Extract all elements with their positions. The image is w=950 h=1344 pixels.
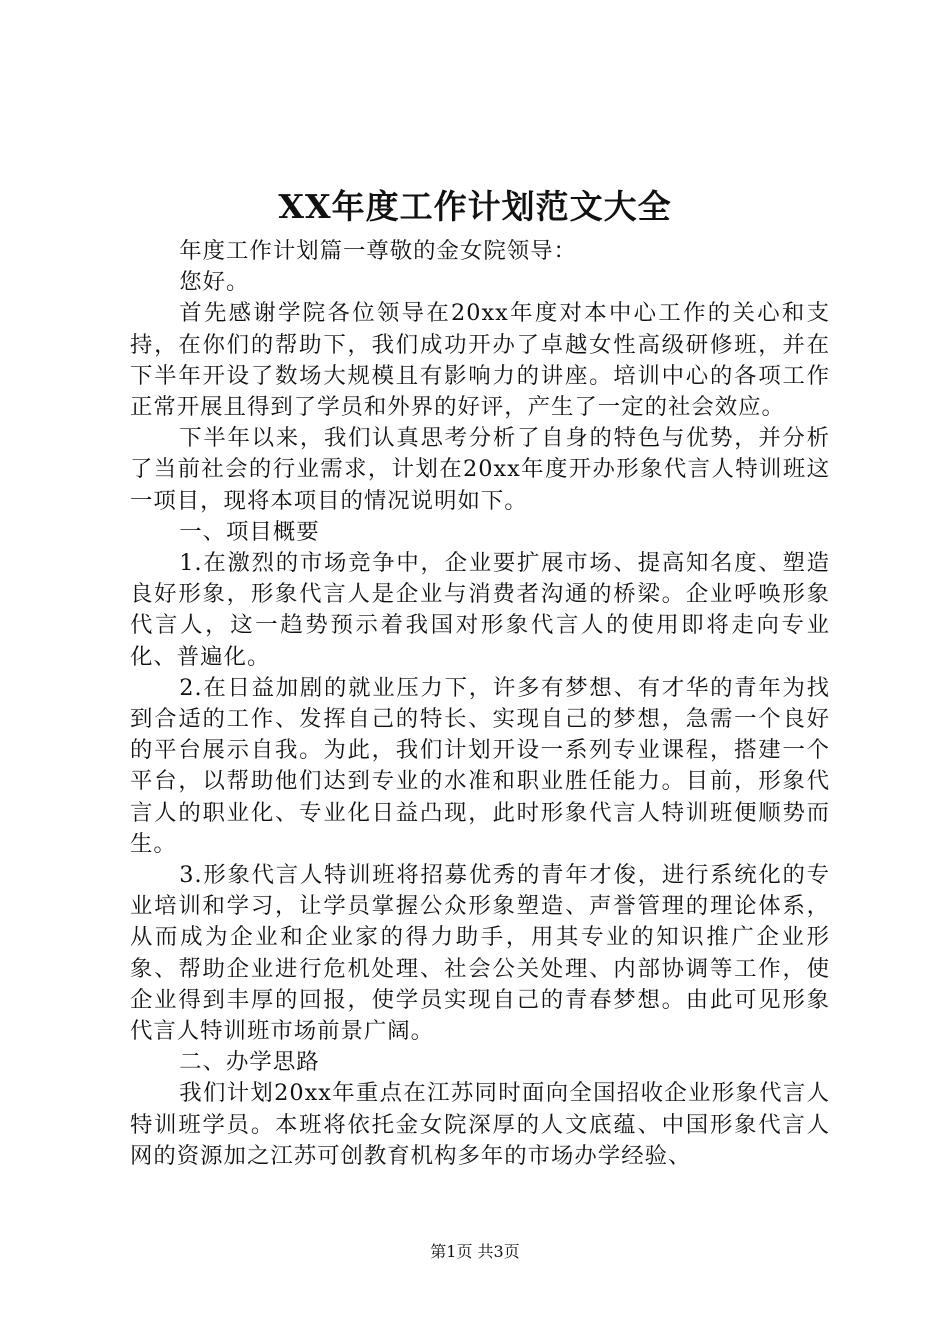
- paragraph-overview-1: 1.在激烈的市场竞争中，企业要扩展市场、提高知名度、塑造良好形象，形象代言人是企业与消费者沟通的桥梁。企业呼唤形象代言人，这一趋势预示着我国对形象代言人的使用即将走向专业化、普遍化。: [130, 550, 830, 670]
- paragraph-plan-intro: 下半年以来，我们认真思考分析了自身的特色与优势，并分析了当前社会的行业需求，计划在20xx年度开办形象代言人特训班这一项目，现将本项目的情况说明如下。: [130, 425, 830, 514]
- paragraph-greeting: 年度工作计划篇一尊敬的金女院领导：: [179, 238, 577, 264]
- paragraph-overview-2: 2.在日益加剧的就业压力下，许多有梦想、有才华的青年为找到合适的工作、发挥自己的特长、实现自己的梦想，急需一个良好的平台展示自我。为此，我们计划开设一系列专业课程，搭建一个平台，以帮助他们达到专业的水准和职业胜任能力。目前，形象代言人的职业化、专业化日益凸现，此时形象代言人特训班便顺势而生。: [130, 674, 830, 857]
- paragraph-approach: 我们计划20xx年重点在江苏同时面向全国招收企业形象代言人特训班学员。本班将依托金女院深厚的人文底蕴、中国形象代言人网的资源加之江苏可创教育机构多年的市场办学经验、: [130, 1080, 830, 1169]
- document-title: XX年度工作计划范文大全: [278, 187, 672, 226]
- document-body: [130, 236, 830, 1172]
- paragraph-thanks: 首先感谢学院各位领导在20xx年度对本中心工作的关心和支持，在你们的帮助下，我们成功开办了卓越女性高级研修班，并在下半年开设了数场大规模且有影响力的讲座。培训中心的各项工作正常开展且得到了学员和外界的好评，产生了一定的社会效应。: [130, 300, 830, 421]
- section-heading-overview: 一、项目概要: [179, 518, 320, 545]
- page-number-footer: 第1页 共3页: [430, 1242, 520, 1261]
- paragraph-hello: 您好。: [179, 269, 250, 296]
- paragraph-overview-3: 3.形象代言人特训班将招募优秀的青年才俊，进行系统化的专业培训和学习，让学员掌握公众形象塑造、声誉管理的理论体系，从而成为企业和企业家的得力助手，用其专业的知识推广企业形象、帮助企业进行危机处理、社会公关处理、内部协调等工作，使企业得到丰厚的回报，使学员实现自己的青春梦想。由此可见形象代言人特训班市场前景广阔。: [130, 862, 830, 1045]
- section-heading-approach: 二、办学思路: [179, 1049, 320, 1076]
